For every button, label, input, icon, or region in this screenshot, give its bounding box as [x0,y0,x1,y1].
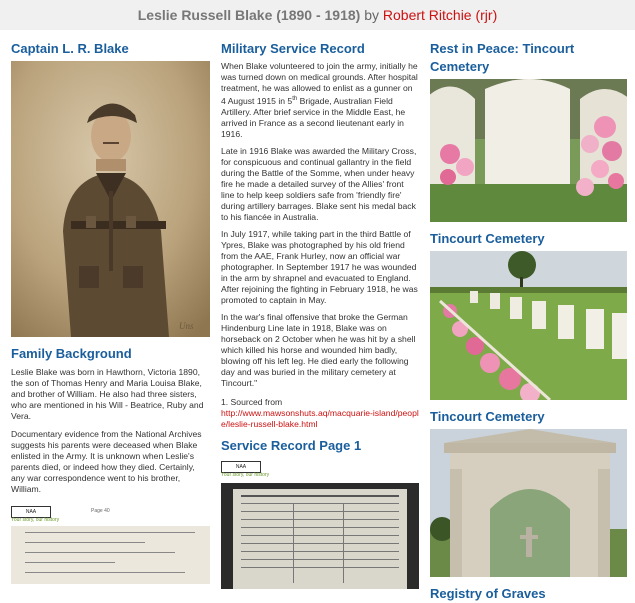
naa-logo-icon: NAA [221,461,261,473]
column-left [11,40,210,584]
military-paragraph-3: In July 1917, while taking part in the third Battle of Ypres, Blake was photographed by his old friend from the AAE, Frank Hurley, now an official war photographer. In September 1917 he was wounded in the arm by shrapnel and evacuated to England. After rejoining the fighting in February 1918, he was promoted to captain in May. [221,228,418,305]
portrait-photo[interactable] [11,61,210,337]
page-title: Leslie Russell Blake (1890 - 1918) [137,7,361,23]
page-header [0,0,635,30]
registry-heading: Registry of Graves [430,586,546,601]
military-paragraph-2: Late in 1916 Blake was awarded the Military Cross, for conspicuous and continual gallantry in the field during the Battle of the Somme, when under heavy fire he made a detailed survey of the Allies' front line to help keep soldiers safe from 'friendly fire' during artillery barrages. Blake sent his medal back to his fiancée in Australia. [221,145,417,222]
military-paragraph-4: In the war's final offensive that broke the German Hindenburg Line late in 1918, Blake was on horseback on 2 October when he was hit by a shell which killed his horse and wounded him badly, blowing off his left leg. He died early the following day and was buried in the military cemetery at Tincourt." [221,311,416,388]
doc-tagline: Your story, our history [11,517,60,523]
portrait-heading: Captain L. R. Blake [11,41,129,56]
svg-text:Uns: Uns [179,321,194,331]
column-middle [221,40,419,589]
military-paragraph-1: When Blake volunteered to join the army, initially he was turned down on medical grounds. After hospital treatment, he was allowed to enlist as a gunner on 4 August 1915 in 5th Brigade, Australian Field Artillery. After brief service in the Middle East, he arrived in France as a second lieutenant early in 1916. [221,61,418,139]
family-paragraph-1: Leslie Blake was born in Hawthorn, Victoria 1890, the son of Thomas Henry and Maria Louisa Blake, and brother of William. He also had three sisters, who are mentioned in his Will - Beatrice, Ruby and Vera. [11,367,204,421]
service-record-document[interactable] [221,459,419,589]
military-heading: Military Service Record [221,41,365,56]
tincourt-cemetery-photo-2[interactable] [430,429,627,577]
doc-tagline: Your story, our history [221,471,270,478]
tincourt-heading-2: Tincourt Cemetery [430,409,545,424]
source-link[interactable]: http://www.mawsonshuts.aq/macquarie-island/people/leslie-russell-blake.html [221,407,419,429]
naa-logo-icon: NAA [11,506,51,518]
tincourt-heading-1: Tincourt Cemetery [430,231,545,246]
archives-document-1[interactable] [11,504,210,584]
rip-heading: Rest in Peace: Tincourt Cemetery [430,41,575,74]
tincourt-cemetery-photo-1[interactable] [430,251,627,400]
family-heading: Family Background [11,346,132,361]
author-link[interactable]: Robert Ritchie (rjr) [382,7,498,23]
column-right [430,40,627,603]
doc-page-label: Page 40 [91,508,110,514]
service-record-heading: Service Record Page 1 [221,437,362,453]
source-note [221,397,419,430]
source-label: 1. Sourced from [221,396,283,407]
rip-cemetery-photo[interactable] [430,79,627,222]
family-paragraph-2: Documentary evidence from the National Archives suggests his parents were deceased when Blake enlisted in the Army. It is unknown when Leslie's parents died, or indeed how they died. Certainly, any war correspondence went to his brother, William. [11,429,202,494]
by-text: by [364,7,379,23]
